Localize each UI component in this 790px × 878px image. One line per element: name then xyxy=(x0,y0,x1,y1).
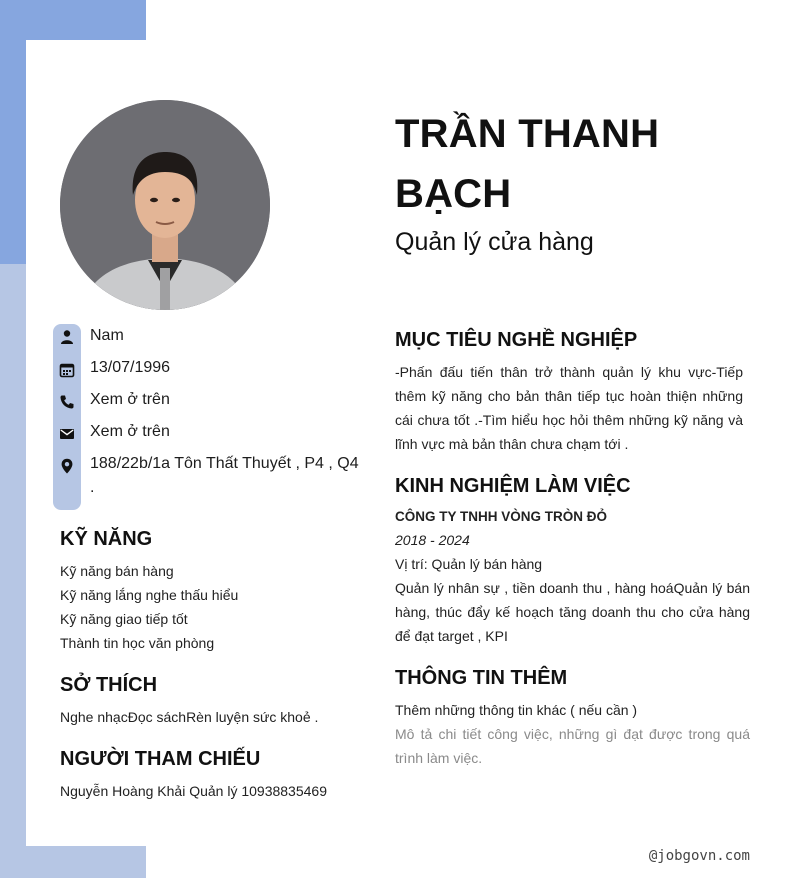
footer-brand: @jobgovn.com xyxy=(648,848,750,864)
experience-heading: KINH NGHIỆM LÀM VIỆC xyxy=(395,475,631,497)
references-text: Nguyễn Hoàng Khải Quản lý 10938835469 xyxy=(60,783,327,799)
extra-info-heading: THÔNG TIN THÊM xyxy=(395,667,568,689)
person-icon xyxy=(59,329,75,345)
hobbies-text: Nghe nhạcĐọc sáchRèn luyện sức khoẻ . xyxy=(60,709,319,725)
extra-info-line: Thêm những thông tin khác ( nếu cần ) xyxy=(395,702,638,718)
contact-icon-rail xyxy=(53,324,81,510)
experience-company: CÔNG TY TNHH VÒNG TRÒN ĐỎ xyxy=(395,509,608,524)
phone-icon xyxy=(59,394,75,410)
skill-item: Thành tin học văn phòng xyxy=(60,635,215,651)
hobbies-heading: SỞ THÍCH xyxy=(60,674,158,696)
address-value: 188/22b/1a Tôn Thất Thuyết , P4 , Q4 . xyxy=(90,455,359,496)
skill-item: Kỹ năng lắng nghe thấu hiểu xyxy=(60,587,239,603)
profile-photo xyxy=(60,100,270,310)
person-portrait-icon xyxy=(60,100,270,310)
email-value: Xem ở trên xyxy=(90,423,170,440)
birthday-value: 13/07/1996 xyxy=(90,359,171,376)
skill-item: Kỹ năng bán hàng xyxy=(60,563,174,579)
job-title: Quản lý cửa hàng xyxy=(395,228,594,256)
objective-text: -Phấn đấu tiến thân trở thành quản lý khu vực-Tiếp thêm kỹ năng cho bản thân tiếp tục hoàn thiện những cái chưa tốt .-Tìm hiểu học hỏi thêm những kỹ năng và lĩnh vực mà bản thân chưa chạm tới . xyxy=(395,364,743,452)
skill-item: Kỹ năng giao tiếp tốt xyxy=(60,611,188,627)
mail-icon xyxy=(59,426,75,442)
extra-info-detail: Mô tả chi tiết công việc, những gì đạt được trong quá trình làm việc. xyxy=(395,726,750,766)
candidate-name: TRẦN THANH BẠCH xyxy=(395,112,660,216)
experience-description: Quản lý nhân sự , tiền doanh thu , hàng hoáQuản lý bán hàng, thúc đẩy kế hoạch tăng doanh thu cho cửa hàng để đạt target , KPI xyxy=(395,580,750,644)
gender-value: Nam xyxy=(90,327,124,344)
calendar-icon xyxy=(59,362,75,378)
phone-value: Xem ở trên xyxy=(90,391,170,408)
references-heading: NGƯỜI THAM CHIẾU xyxy=(60,748,261,770)
experience-period: 2018 - 2024 xyxy=(395,532,470,548)
objective-heading: MỤC TIÊU NGHỀ NGHIỆP xyxy=(395,329,638,351)
experience-position: Vị trí: Quản lý bán hàng xyxy=(395,556,543,572)
location-icon xyxy=(59,458,75,474)
skills-heading: KỸ NĂNG xyxy=(60,528,153,550)
